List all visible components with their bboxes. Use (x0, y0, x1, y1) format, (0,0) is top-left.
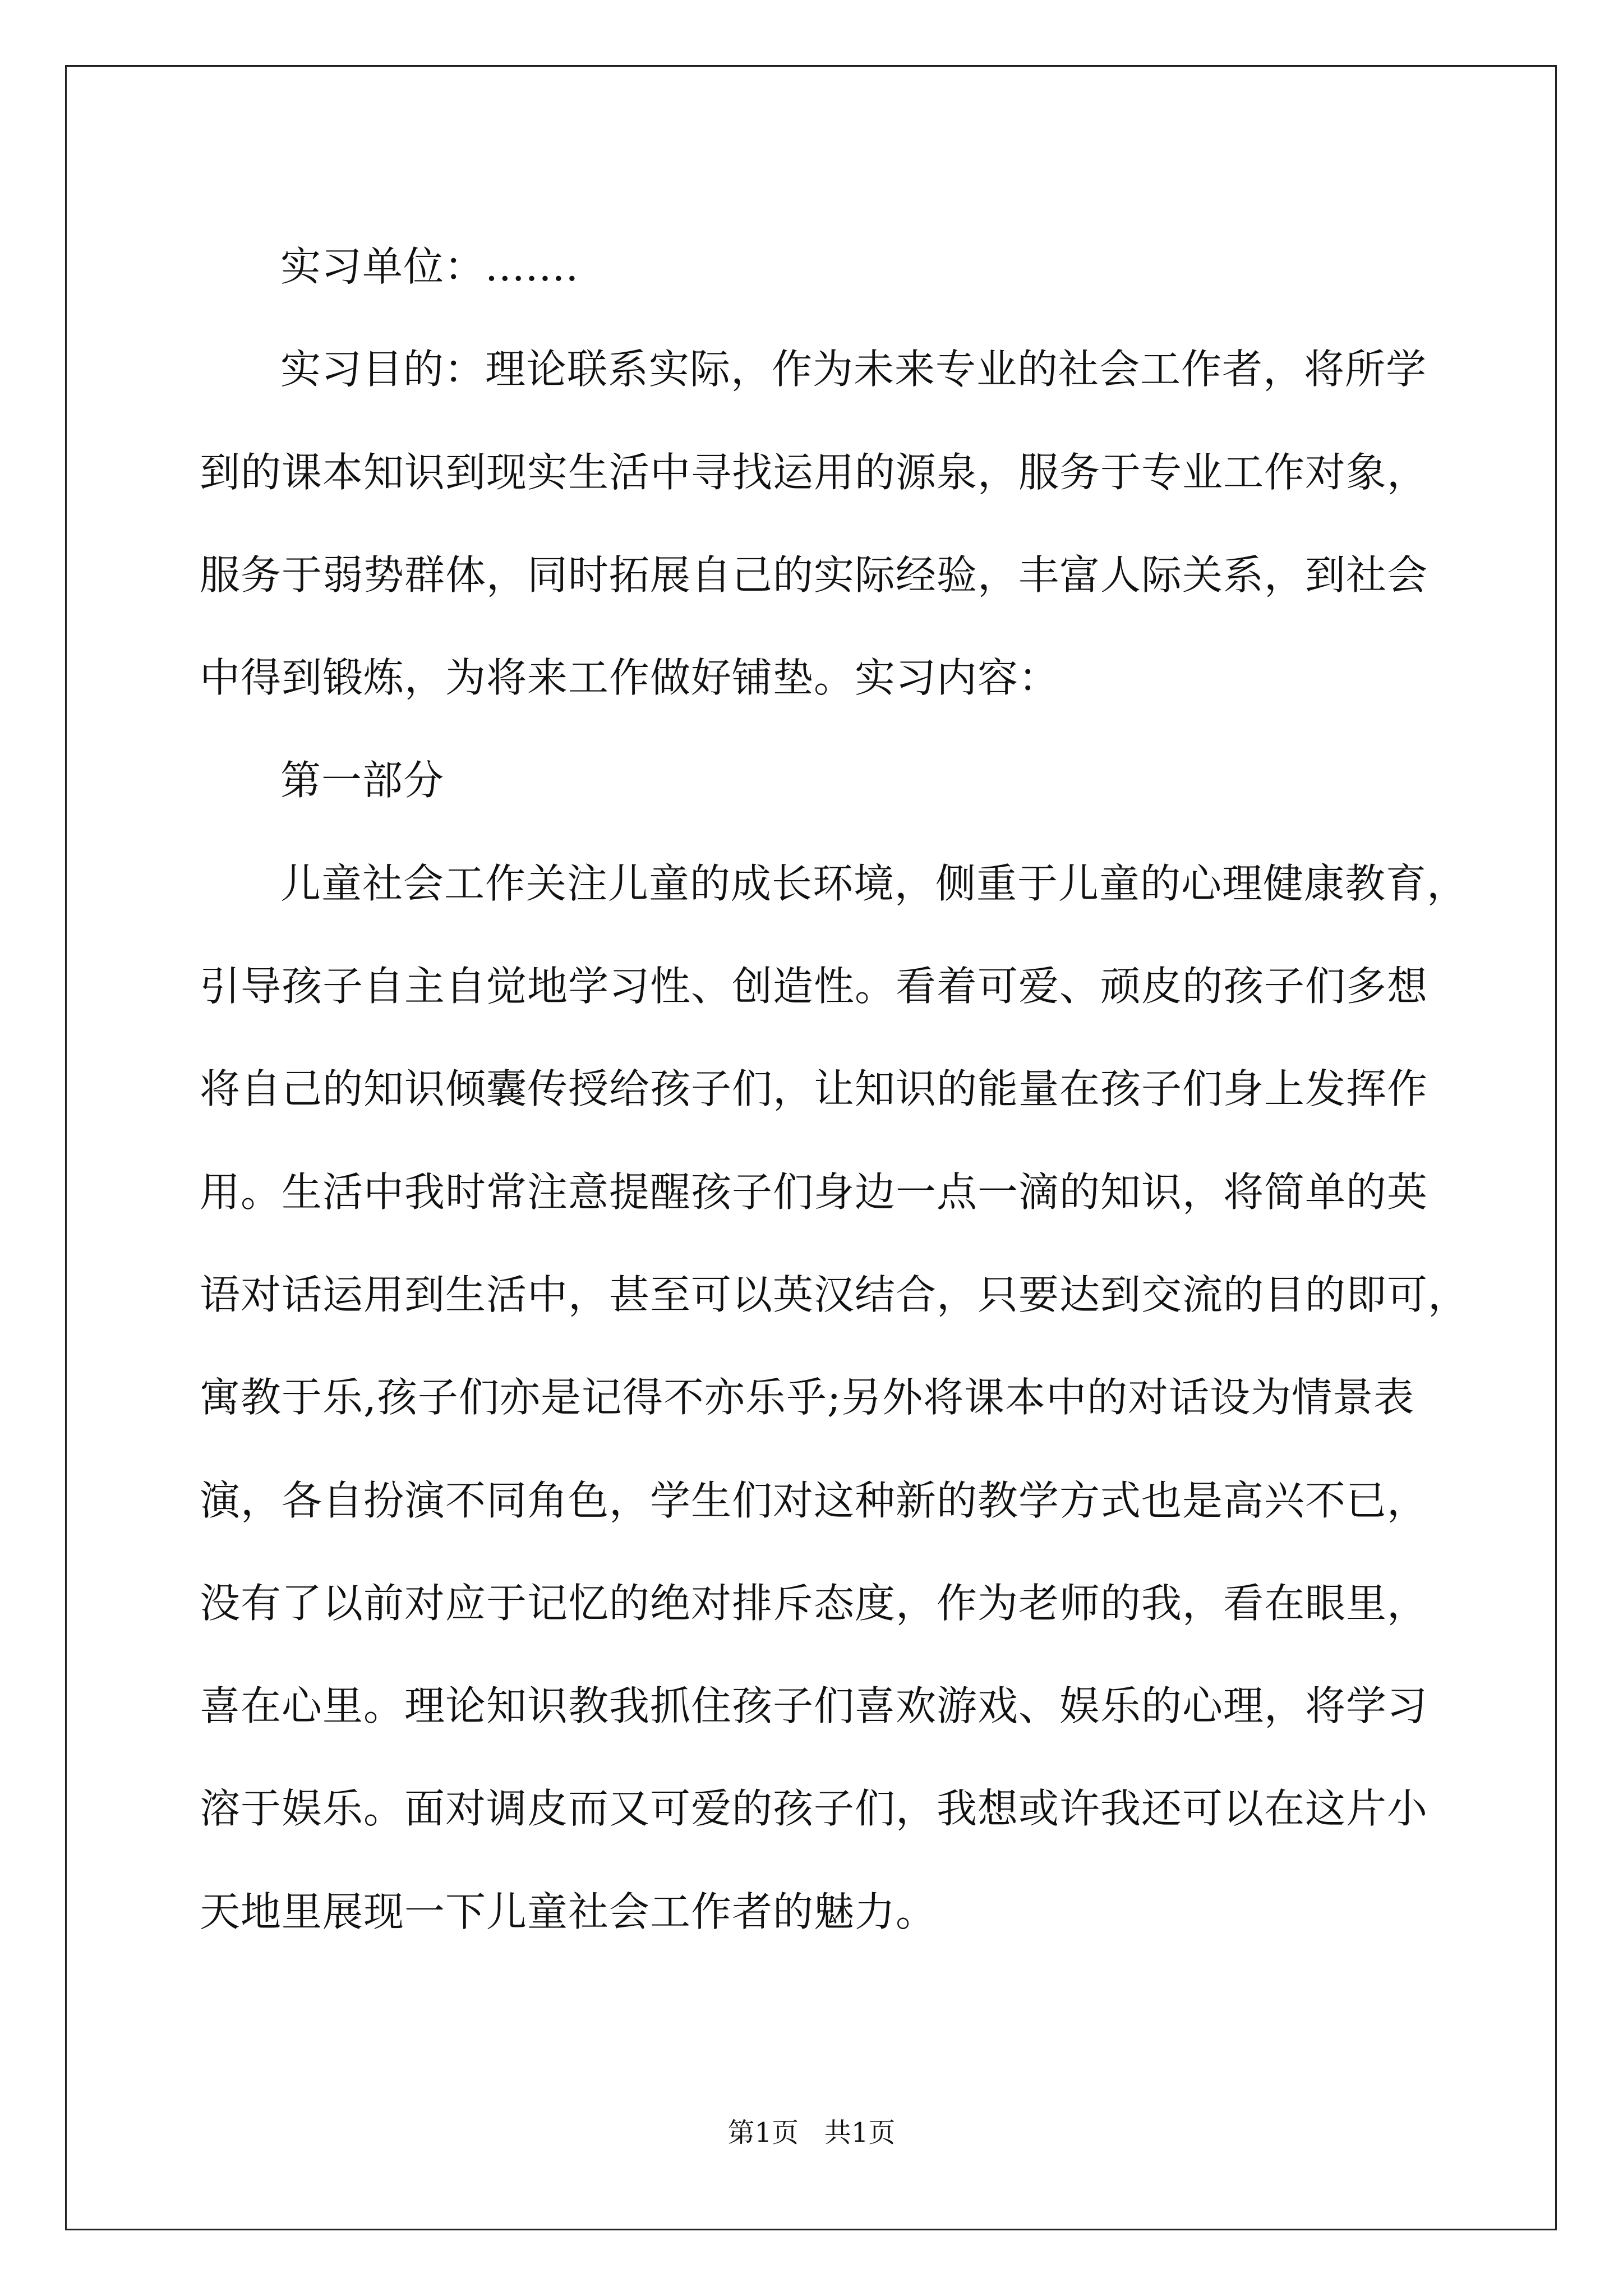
paragraph-internship-unit (200, 215, 1426, 318)
text-line: 天地里展现一下儿童社会工作者的魅力。 (200, 1888, 937, 1935)
text-line: 中得到锻炼，为将来工作做好铺垫。实习内容： (200, 654, 1060, 702)
text-line: 语对话运用到生活中，甚至可以英汉结合，只要达到交流的目的即可， (200, 1271, 1469, 1318)
page-number-label: 第1页 共1页 (727, 2117, 896, 2148)
paragraph-child-social-work (200, 832, 1469, 1963)
text-line: 实习目的：理论联系实际，作为未来专业的社会工作者，将所学 (280, 346, 1427, 393)
text-line: 演，各自扮演不同角色，学生们对这种新的教学方式也是高兴不已， (200, 1476, 1428, 1524)
section-heading-part-one (200, 729, 1426, 832)
page-footer (0, 2116, 1623, 2150)
text-line: 溶于娱乐。面对调皮而又可爱的孩子们，我想或许我还可以在这片小 (200, 1785, 1428, 1833)
text-line: 实习单位：....... (280, 243, 579, 290)
text-line: 儿童社会工作关注儿童的成长环境，侧重于儿童的心理健康教育， (280, 859, 1468, 907)
document-body (200, 215, 1469, 1963)
text-line: 将自己的知识倾囊传授给孩子们，让知识的能量在孩子们身上发挥作 (200, 1065, 1428, 1113)
paragraph-internship-purpose (200, 318, 1426, 729)
text-line: 第一部分 (280, 757, 445, 804)
text-line: 到的课本知识到现实生活中寻找运用的源泉，服务于专业工作对象， (200, 448, 1428, 496)
text-line: 寓教于乐,孩子们亦是记得不亦乐乎;另外将课本中的对话设为情景表 (200, 1374, 1415, 1421)
text-line: 引导孩子自主自觉地学习性、创造性。看着可爱、顽皮的孩子们多想 (200, 963, 1428, 1010)
text-line: 用。生活中我时常注意提醒孩子们身边一点一滴的知识，将简单的英 (200, 1168, 1428, 1216)
text-line: 服务于弱势群体，同时拓展自己的实际经验，丰富人际关系，到社会 (200, 551, 1428, 599)
text-line: 喜在心里。理论知识教我抓住孩子们喜欢游戏、娱乐的心理，将学习 (200, 1682, 1428, 1730)
text-line: 没有了以前对应于记忆的绝对排斥态度，作为老师的我，看在眼里， (200, 1579, 1428, 1627)
